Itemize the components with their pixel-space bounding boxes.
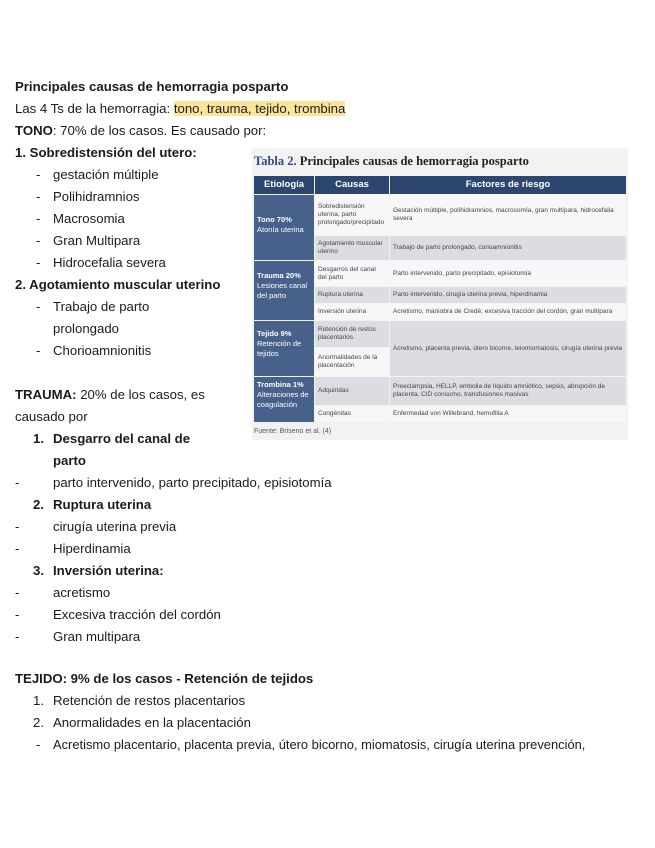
- factor-cell: Trabajo de parto prolongado, corioamnionitis: [390, 236, 626, 260]
- table-source: Fuente: Briseno et al. (4): [254, 428, 332, 435]
- table-title-text: Principales causas de hemorragia posparto: [299, 154, 529, 168]
- trauma-section-2-title: Ruptura uterina: [53, 497, 152, 512]
- etiology-cell: Trombina 1% Alteraciones de coagulación: [254, 377, 314, 422]
- trauma-line-2: causado por: [15, 409, 88, 424]
- list-item: Excesiva tracción del cordón: [53, 607, 221, 622]
- trauma-label: TRAUMA:: [15, 387, 77, 402]
- bullet-dash: -: [15, 607, 20, 622]
- list-item: Hidrocefalia severa: [53, 255, 166, 270]
- table-header-factores: Factores de riesgo: [390, 176, 626, 194]
- bullet-dash: -: [15, 475, 20, 490]
- cause-cell: Sobredistensión uterina, parto prolongado/precipitado: [315, 195, 389, 235]
- list-number: 2.: [33, 715, 44, 730]
- list-number: 1.: [33, 431, 44, 446]
- intro-line: [15, 98, 345, 120]
- list-item: acretismo: [53, 585, 111, 600]
- bullet-dash: -: [36, 211, 41, 226]
- list-number: 1.: [33, 693, 44, 708]
- bullet-dash: -: [15, 585, 20, 600]
- table-title: [254, 154, 529, 169]
- list-number: 3.: [33, 563, 44, 578]
- table-header-causas: Causas: [315, 176, 389, 194]
- list-item: Polihidramnios: [53, 189, 140, 204]
- factor-cell: Preeclampsia, HELLP, embolia de líquido amniótico, sepsis, abrupción de placenta, CID consumo, transfusiones masivas: [390, 377, 626, 405]
- list-item: Gran Multipara: [53, 233, 141, 248]
- bullet-dash: -: [36, 233, 41, 248]
- bullet-dash: -: [36, 167, 41, 182]
- tono-text: : 70% de los casos. Es causado por:: [52, 123, 267, 138]
- tono-line: [15, 120, 266, 142]
- cause-cell: Desgarros del canal del parto: [315, 261, 389, 286]
- factor-cell: Parto intervenido, cirugía uterina previa, hiperdinamia: [390, 287, 626, 303]
- table-figure: [252, 148, 628, 440]
- trauma-section-1-title-cont: parto: [53, 453, 86, 468]
- list-item: Hiperdinamia: [53, 541, 131, 556]
- etiology-cell: Tejido 9% Retención de tejidos: [254, 321, 314, 376]
- cause-cell: Congénitas: [315, 406, 389, 422]
- tono-section-1-title: 1. Sobredistensión del utero:: [15, 145, 197, 160]
- table-label: Tabla 2.: [254, 154, 297, 168]
- cause-cell: Anormalidades de la placentación: [315, 348, 389, 376]
- cause-cell: Inversión uterina: [315, 304, 389, 320]
- etiology-cell: Tono 70% Atonía uterina: [254, 195, 314, 260]
- trauma-section-1-title: Desgarro del canal de: [53, 431, 191, 446]
- highlighted-text: tono, trauma, tejido, trombina: [173, 101, 346, 116]
- intro-prefix: Las 4 Ts de la hemorragia:: [15, 101, 174, 116]
- list-item: gestación múltiple: [53, 167, 159, 182]
- cause-cell: Adquiridas: [315, 377, 389, 405]
- tono-label: TONO: [15, 123, 53, 138]
- bullet-dash: -: [36, 255, 41, 270]
- trauma-text: 20% de los casos, es: [76, 387, 205, 402]
- factor-cell: Enfermedad von Willebrand, hemofilia A: [390, 406, 626, 422]
- cause-cell: Ruptura uterina: [315, 287, 389, 303]
- list-item: Chorioamnionitis: [53, 343, 152, 358]
- cause-cell: Retención de restos placentarios: [315, 321, 389, 347]
- tono-section-2-title: 2. Agotamiento muscular uterino: [15, 277, 221, 292]
- list-item: Anormalidades en la placentación: [53, 715, 251, 730]
- bullet-dash: -: [36, 299, 41, 314]
- list-item: Macrosomia: [53, 211, 125, 226]
- etiology-cell: Trauma 20% Lesiones canal del parto: [254, 261, 314, 320]
- bullet-dash: -: [36, 737, 41, 752]
- list-number: 2.: [33, 497, 44, 512]
- list-item: cirugía uterina previa: [53, 519, 177, 534]
- bullet-dash: -: [36, 189, 41, 204]
- list-item-continuation: prolongado: [53, 321, 119, 336]
- factor-cell: Parto intervenido, parto precipitado, episiotomía: [390, 261, 626, 286]
- cause-cell: Agotamiento muscular uterino: [315, 236, 389, 260]
- list-item: Gran multipara: [53, 629, 141, 644]
- bullet-dash: -: [36, 343, 41, 358]
- list-item: Acretismo placentario, placenta previa, útero bicorno, miomatosis, cirugía uterina prevención,: [53, 737, 586, 752]
- bullet-dash: -: [15, 519, 20, 534]
- page-title: Principales causas de hemorragia posparto: [15, 79, 289, 94]
- trauma-line: [15, 384, 205, 406]
- factor-cell: Acretismo, placenta previa, útero bicorne, leiomiomatosis, cirugía uterina previa: [390, 321, 626, 376]
- bullet-dash: -: [15, 541, 20, 556]
- list-item: Retención de restos placentarios: [53, 693, 246, 708]
- trauma-section-3-title: Inversión uterina:: [53, 563, 164, 578]
- factor-cell: Acretismo, maniobra de Credé, excesiva tracción del cordón, gran multípara: [390, 304, 626, 320]
- table-header-etiologia: Etiología: [254, 176, 314, 194]
- factor-cell: Gestación múltiple, polihidramnios, macrosomía, gran multípara, hidrocefalia severa: [390, 195, 626, 235]
- list-item: Trabajo de parto: [53, 299, 150, 314]
- tejido-heading: TEJIDO: 9% de los casos - Retención de tejidos: [15, 671, 314, 686]
- list-item: parto intervenido, parto precipitado, episiotomía: [53, 475, 332, 490]
- bullet-dash: -: [15, 629, 20, 644]
